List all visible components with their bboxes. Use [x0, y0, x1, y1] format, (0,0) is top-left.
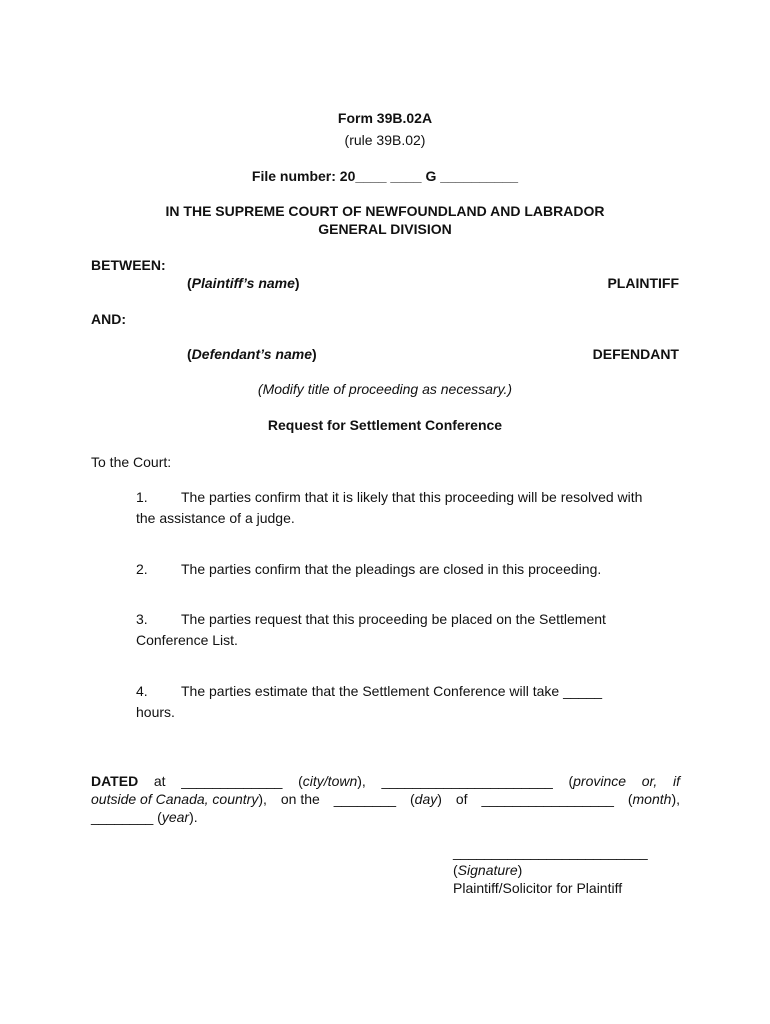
list-item: 4. The parties estimate that the Settlement Conference will take _____ hours.: [136, 683, 603, 720]
dated-line-3: ________ (year).: [91, 809, 198, 825]
defendant-name-placeholder: (Defendant’s name): [187, 346, 317, 362]
between-label: BETWEEN:: [91, 257, 166, 273]
signature-role: Plaintiff/Solicitor for Plaintiff: [453, 880, 623, 896]
list-item: 2. The parties confirm that the pleadings are closed in this proceeding.: [136, 561, 602, 577]
form-title: Form 39B.02A: [337, 110, 433, 126]
and-label: AND:: [91, 311, 126, 327]
list-item: 1. The parties confirm that it is likely that this proceeding will be resolved with the assistance of a judge.: [136, 489, 643, 526]
plaintiff-name-placeholder: (Plaintiff’s name): [187, 275, 300, 291]
court-name: IN THE SUPREME COURT OF NEWFOUNDLAND AND LABRADOR: [165, 203, 605, 219]
signature-line: _________________________: [453, 844, 648, 860]
request-title: Request for Settlement Conference: [267, 417, 503, 433]
signature-label: (Signature): [453, 862, 523, 878]
list-item: 3. The parties request that this proceeding be placed on the Settlement Conference List.: [136, 611, 606, 648]
salutation: To the Court:: [91, 454, 172, 470]
plaintiff-label: PLAINTIFF: [607, 275, 679, 291]
file-number: File number: 20____ ____ G __________: [251, 168, 519, 184]
dated-line-1: DATED at _____________ (city/town), ______________________ (province or, if: [91, 773, 680, 789]
dated-line-2: outside of Canada, country), on the ________ (day) of _________________ (month),: [91, 791, 680, 807]
modify-title-note: (Modify title of proceeding as necessary.): [257, 381, 513, 397]
defendant-label: DEFENDANT: [592, 346, 679, 362]
rule-reference: (rule 39B.02): [344, 132, 426, 148]
court-division: GENERAL DIVISION: [318, 221, 452, 237]
